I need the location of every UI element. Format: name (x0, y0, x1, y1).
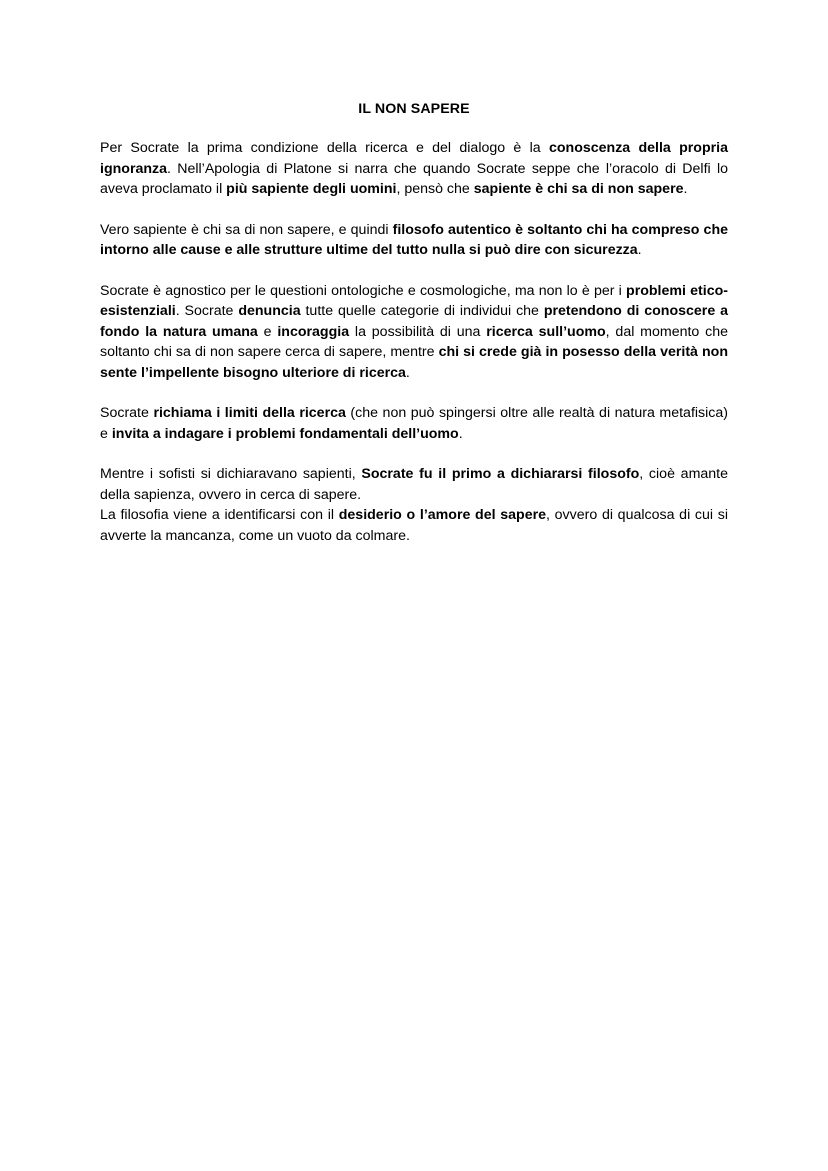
text-run: e (257, 323, 278, 340)
paragraph (100, 464, 728, 505)
paragraph (100, 281, 728, 384)
text-run: Socrate è agnostico per le questioni ontologiche e cosmologiche, ma non lo è per i (100, 282, 627, 299)
bold-text: filosofo autentico è soltanto chi ha compreso che intorno alle cause e alle strutture ultime del tutto nulla si può dire con sicurezza (100, 221, 728, 258)
text-run: . (458, 425, 463, 442)
text-run: , cioè amante della sapienza, ovvero in cerca di sapere. (100, 466, 728, 503)
bold-text: denuncia (238, 303, 301, 319)
text-run: Vero sapiente è chi sa di non sapere, e quindi (100, 221, 393, 238)
text-run: , pensò che (396, 181, 474, 197)
text-run: Mentre i sofisti si dichiaravano sapienti, (100, 466, 362, 482)
bold-text: richiama i limiti della ricerca (153, 405, 346, 421)
bold-text: desiderio o l’amore del sapere (338, 507, 547, 523)
bold-text: invita a indagare i problemi fondamentali dell’uomo (111, 425, 459, 442)
text-run: . Nell’Apologia di Platone si narra che quando Socrate seppe che l’oracolo di Delfi lo aveva proclamato il (100, 160, 728, 197)
bold-text: chi si crede già in posesso della verità non sente l’impellente bisogno ulteriore di ricerca (100, 344, 728, 381)
bold-text: problemi etico-esistenziali (100, 282, 728, 319)
text-run: (che non può spingersi oltre alle realtà di natura metafisica) e (100, 405, 728, 442)
text-run: . (637, 242, 642, 258)
paragraph (100, 138, 728, 200)
paragraph (100, 403, 728, 444)
paragraph (100, 505, 728, 546)
bold-text: più sapiente degli uomini (226, 181, 397, 197)
bold-text: conoscenza della propria ignoranza (100, 140, 728, 177)
document-body (100, 138, 728, 546)
text-run: Socrate (100, 405, 154, 421)
paragraph (100, 220, 728, 261)
bold-text: sapiente è chi sa di non sapere (473, 181, 684, 197)
bold-text: ricerca sull’uomo (486, 323, 606, 340)
bold-text: pretendono di conoscere a fondo la natura umana (100, 303, 728, 340)
text-run: Per Socrate la prima condizione della ricerca e del dialogo è la (100, 140, 549, 156)
text-run: la possibilità di una (349, 323, 487, 340)
bold-text: Socrate fu il primo a dichiararsi filosofo (361, 466, 640, 482)
document-title: IL NON SAPERE (358, 101, 470, 117)
text-run: , dal momento che soltanto chi sa di non sapere cerca di sapere, mentre (100, 323, 729, 360)
text-run: , ovvero di qualcosa di cui si avverte la mancanza, come un vuoto da colmare. (100, 507, 728, 544)
bold-text: incoraggia (277, 323, 350, 340)
text-run: tutte quelle categorie di individui che (300, 303, 544, 319)
text-run: La filosofia viene a identificarsi con il (100, 507, 339, 523)
text-run: . (683, 181, 688, 197)
text-run: . (405, 364, 410, 381)
text-run: . Socrate (175, 303, 239, 319)
